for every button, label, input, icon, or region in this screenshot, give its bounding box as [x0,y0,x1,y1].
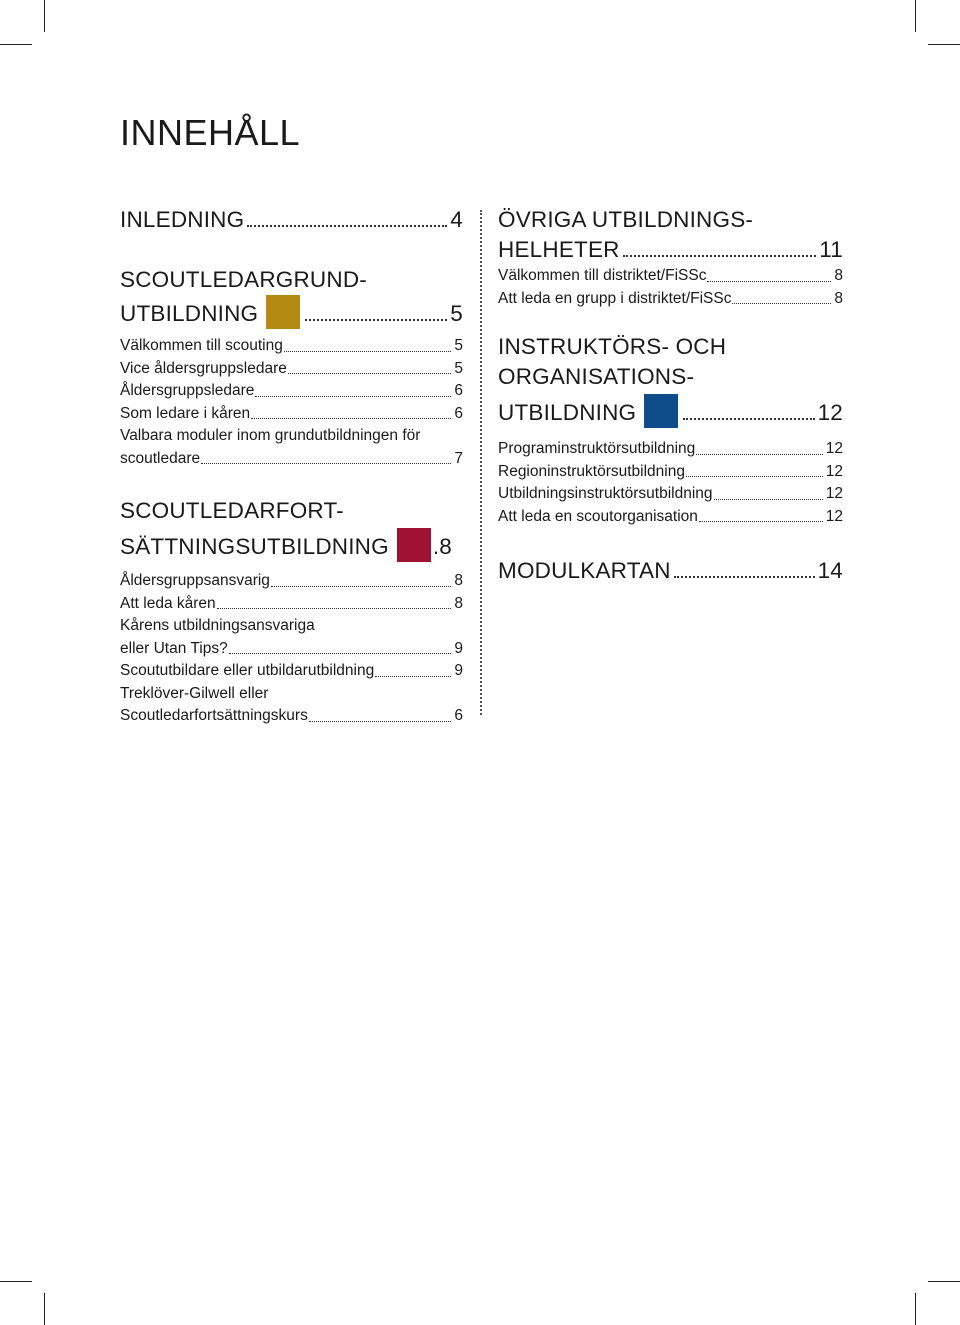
toc-heading-ovriga-line1: ÖVRIGA UTBILDNINGS- [498,207,754,232]
toc-entry-line[interactable]: Kårens utbildningsansvariga [120,617,315,634]
toc-entry[interactable]: eller Utan Tips? 9 [120,639,463,657]
column-divider [480,210,482,715]
toc-left-column [120,205,463,728]
toc-entry[interactable]: Att leda kåren 8 [120,594,463,612]
toc-entry-line[interactable]: Valbara moduler inom grundutbildningen för [120,427,421,444]
crop-mark [928,1281,960,1282]
crop-mark [915,0,916,32]
toc-entry-line[interactable]: Treklöver-Gilwell eller [120,684,269,702]
page-title: INNEHÅLL [120,112,301,153]
toc-heading-grund[interactable]: UTBILDNING 5 [120,295,463,329]
toc-entry[interactable]: Välkommen till scouting 5 [120,337,463,354]
toc-heading-grund-line1: SCOUTLEDARGRUND- [120,267,367,292]
toc-heading-fort[interactable]: SÄTTNINGSUTBILDNING .8 [120,526,463,562]
toc-entry[interactable]: Utbildningsinstruktörsutbildning 12 [498,485,843,502]
toc-heading-fort-line1: SCOUTLEDARFORT- [120,498,344,523]
toc-entry[interactable]: Vice åldersgruppsledare 5 [120,359,463,377]
crop-mark [928,44,960,45]
toc-heading-instr-line1: INSTRUKTÖRS- OCH [498,334,727,359]
crop-mark [44,1293,45,1325]
toc-entry[interactable]: Scoututbildare eller utbildarutbildning 9 [120,662,463,679]
toc-entry[interactable]: Som ledare i kåren 6 [120,404,463,422]
toc-entry[interactable]: Scoutledarfortsättningskurs 6 [120,707,463,724]
toc-entry[interactable]: scoutledare 7 [120,449,463,467]
crop-mark [0,44,32,45]
toc-entry[interactable]: Välkommen till distriktet/FiSSc 8 [498,267,843,284]
red-square-icon [397,528,431,562]
toc-heading-inledning[interactable]: INLEDNING 4 [120,207,463,232]
toc-entry[interactable]: Att leda en grupp i distriktet/FiSSc 8 [498,289,843,307]
toc-entry[interactable]: Att leda en scoutorganisation 12 [498,507,843,525]
toc-heading-instr-line2: ORGANISATIONS- [498,364,695,389]
crop-mark [915,1293,916,1325]
toc-entry[interactable]: Programinstruktörsutbildning 12 [498,440,843,457]
toc-entry[interactable]: Åldersgruppsledare 6 [120,382,463,399]
toc-heading-instr[interactable]: UTBILDNING 12 [498,392,843,428]
toc-heading-ovriga[interactable]: HELHETER 11 [498,237,843,262]
crop-mark [44,0,45,32]
crop-mark [0,1281,32,1282]
toc-heading-modulkartan[interactable]: MODULKARTAN 14 [498,558,843,583]
toc-entry[interactable]: Åldersgruppsansvarig 8 [120,572,463,589]
toc-right-column [498,205,843,586]
toc-entry[interactable]: Regioninstruktörsutbildning 12 [498,462,843,480]
gold-square-icon [266,295,300,329]
blue-square-icon [644,394,678,428]
